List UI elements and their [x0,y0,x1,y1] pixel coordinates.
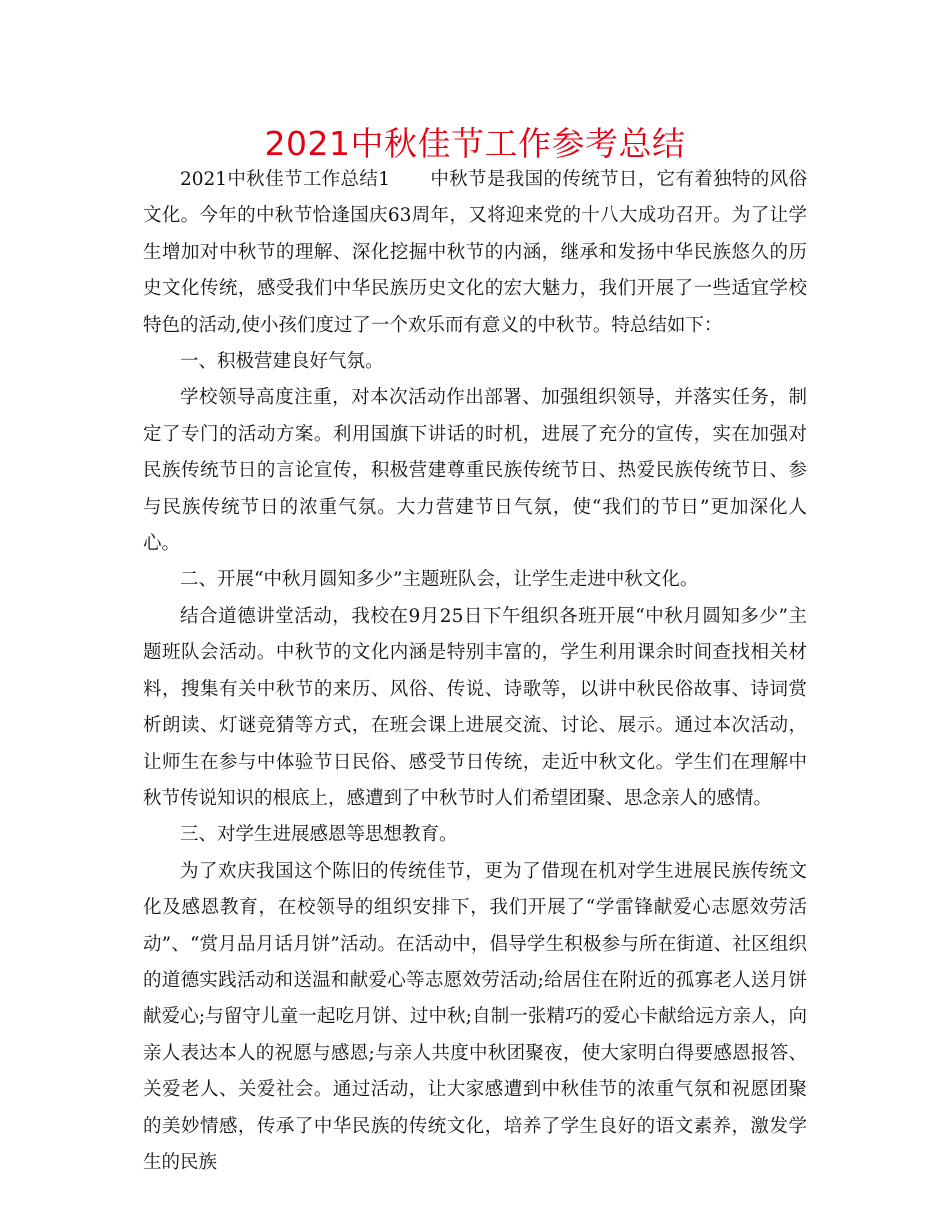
document-title: 2021中秋佳节工作参考总结 [264,124,686,163]
paragraph-section-3: 为了欢庆我国这个陈旧的传统佳节，更为了借现在机对学生进展民族传统文化及感恩教育，在校领导的组织安排下，我们开展了“学雷锋献爱心志愿效劳活动”、“赏月品月话月饼”活动。在活动中，倡导学生积极参与所在街道、社区组织的道德实践活动和送温和献爱心等志愿效劳活动;给居住在附近的孤寡老人送月饼献爱心;与留守儿童一起吃月饼、过中秋;自制一张精巧的爱心卡献给远方亲人，向亲人表达本人的祝愿与感恩;与亲人共度中秋团聚夜，使大家明白得要感恩报答、关爱老人、关爱社会。通过活动，让大家感遭到中秋佳节的浓重气氛和祝愿团聚的美妙情感，传承了中华民族的传统文化，培养了学生良好的语文素养，激发学生的民族 [143,860,807,1173]
document-body [143,162,807,1181]
section-heading-2: 二、开展“中秋月圆知多少”主题班队会，让学生走进中秋文化。 [180,569,699,591]
section-heading-1: 一、积极营建良好气氛。 [180,351,384,373]
paragraph-section-2: 结合道德讲堂活动，我校在9月25日下午组织各班开展“中秋月圆知多少”主题班队会活动。中秋节的文化内涵是特别丰富的，学生利用课余时间查找相关材料，搜集有关中秋节的来历、风俗、传说、诗歌等，以讲中秋民俗故事、诗词赏析朗读、灯谜竞猜等方式，在班会课上进展交流、讨论、展示。通过本次活动，让师生在参与中体验节日民俗、感受节日传统，走近中秋文化。学生们在理解中秋节传说知识的根底上，感遭到了中秋节时人们希望团聚、思念亲人的感情。 [143,605,807,809]
paragraph-text: 中秋节是我国的传统节日，它有着独特的风俗文化。今年的中秋节恰逢国庆63周年，又将迎来党的十八大成功召开。为了让学生增加对中秋节的理解、深化挖掘中秋节的内涵，继承和发扬中华民族悠久的历史文化传统，感受我们中华民族历史文化的宏大魅力，我们开展了一些适宜学校特色的活动,使小孩们度过了一个欢乐而有意义的中秋节。特总结如下： [143,169,807,336]
paragraph-intro [143,162,807,344]
section-heading-3: 三、对学生进展感恩等思想教育。 [180,824,458,846]
section-heading-lead: 2021中秋佳节工作总结1 [180,169,390,190]
paragraph-section-1: 学校领导高度注重，对本次活动作出部署、加强组织领导，并落实任务，制定了专门的活动方案。利用国旗下讲话的时机，进展了充分的宣传，实在加强对民族传统节日的言论宣传，积极营建尊重民族传统节日、热爱民族传统节日、参与民族传统节日的浓重气氛。大力营建节日气氛，使“我们的节日”更加深化人心。 [143,387,807,555]
